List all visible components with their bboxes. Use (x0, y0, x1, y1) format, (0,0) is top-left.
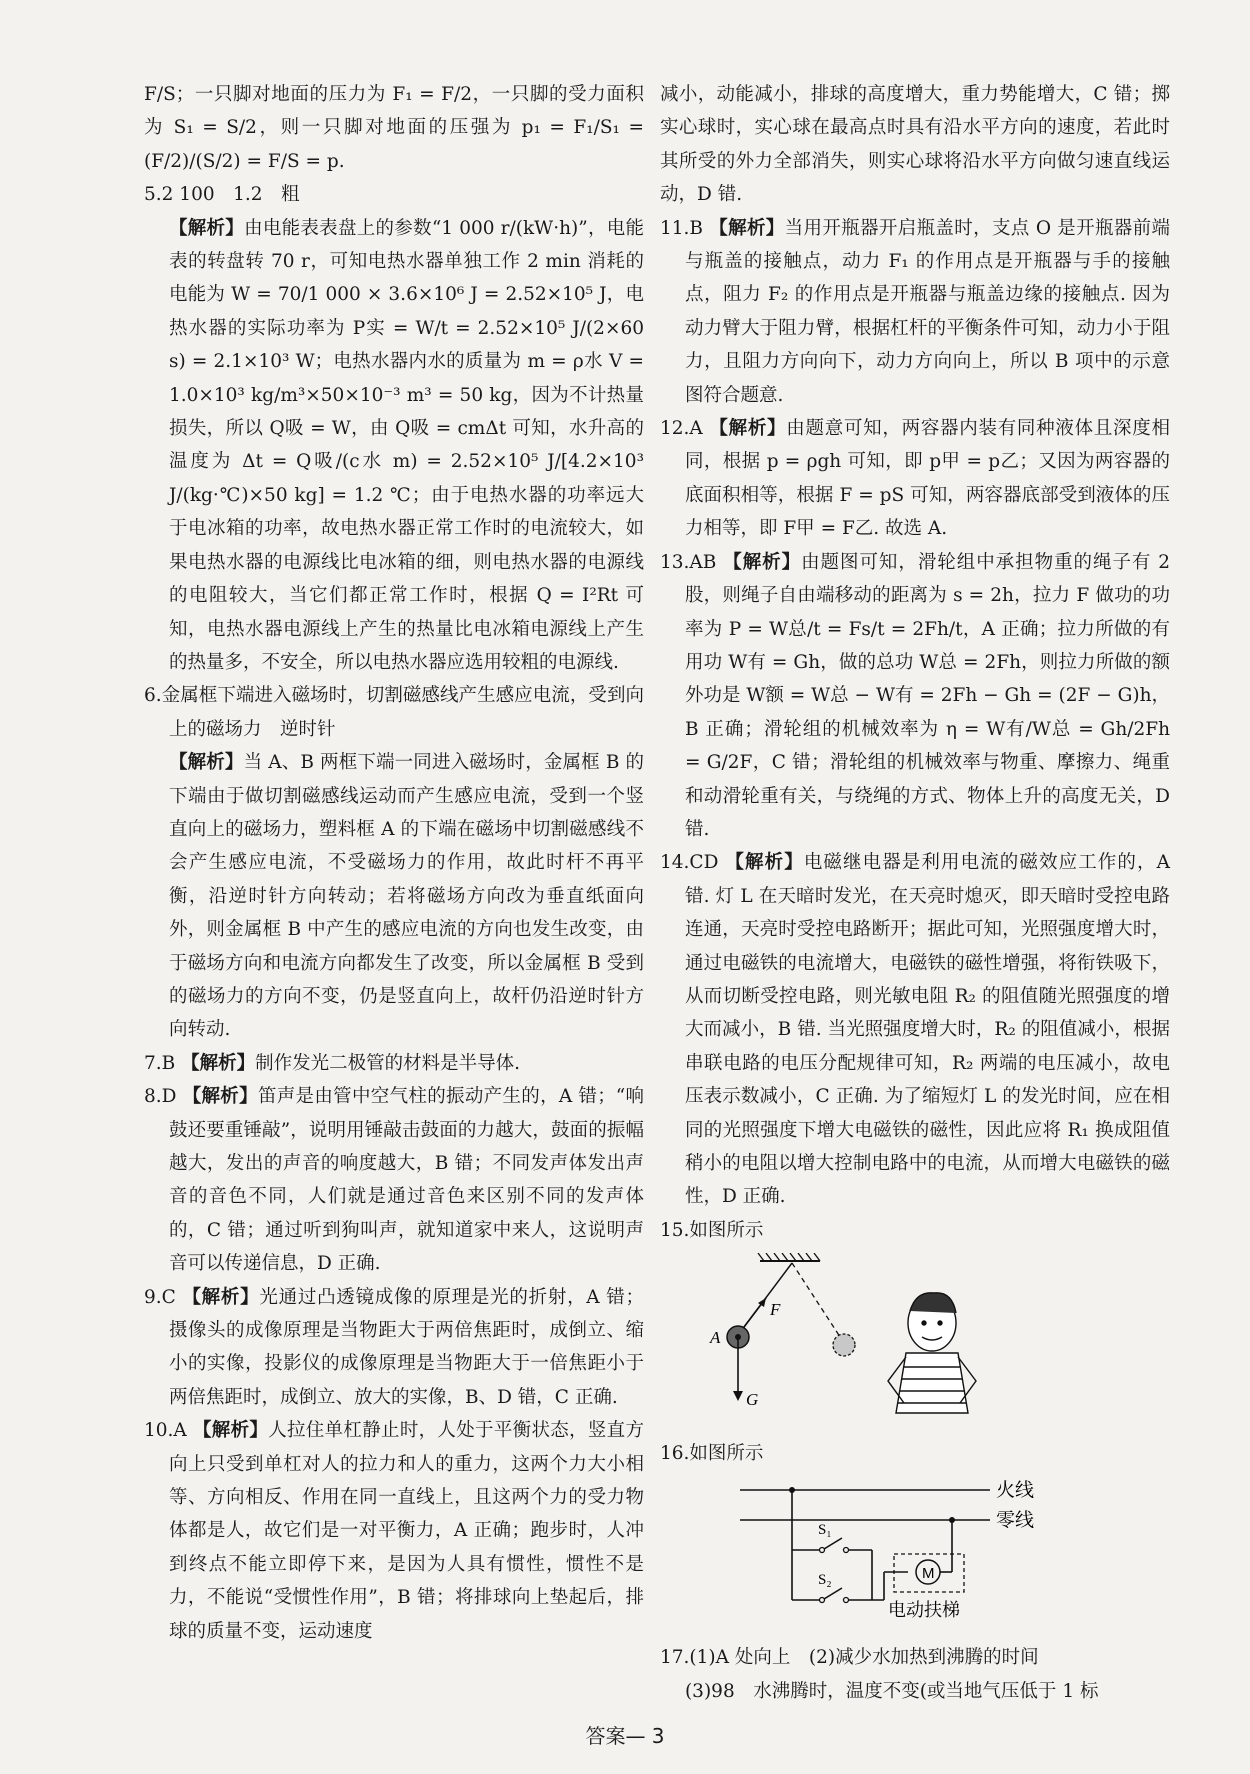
q8-analysis-text: 笛声是由管中空气柱的振动产生的，A 错；“响鼓还要重锤敲”，说明用锤敲击鼓面的力越大，鼓面的振幅越大，发出的声音的响度越大，B 错；不同发声体发出声音的音色不同，人们就是通过音色来区别不同的发声体的，C 错；通过听到狗叫声，就知道家中来人，这说明声音可以传递信息，D 正确. (168, 1086, 645, 1275)
q15-answer: 15.如图所示 (660, 1219, 764, 1241)
q16-answer: 16.如图所示 (660, 1442, 764, 1464)
ghost-ball (833, 1334, 855, 1356)
q13-answer (660, 546, 1170, 847)
q11-answer (660, 212, 1170, 412)
s1-contact (844, 1548, 849, 1553)
q7-head: 7.B (144, 1052, 176, 1074)
q14-answer (660, 846, 1170, 1213)
q14-head: 14.CD (660, 852, 719, 874)
q11-analysis-text: 当用开瓶器开启瓶盖时，支点 O 是开瓶器前端与瓶盖的接触点，动力 F₁ 的作用点是开瓶器与手的接触点，阻力 F₂ 的作用点是开瓶器与瓶盖边缘的接触点. 因为动力臂大于阻力臂，根据杠杆的平衡条件可知，动力小于阻力，且阻力方向向下，动力方向向上，所以 B 项中的示意图符合题意. (684, 217, 1170, 406)
q5-analysis (144, 212, 644, 680)
s2-contact (844, 1598, 849, 1603)
q6-head: 6.金属框下端进入磁场时，切割磁感线产生感应电流，受到向上的磁场力 逆时针 (144, 685, 644, 740)
q5-head: 5.2 100 1.2 粗 (144, 184, 300, 206)
analysis-tag: 【解析】 (709, 217, 785, 239)
q10-continuation: 减小，动能减小，排球的高度增大，重力势能增大，C 错；掷实心球时，实心球在最高点时具有沿水平方向的速度，若此时其所受的外力全部消失，则实心球将沿水平方向做匀速直线运动，D 错. (660, 84, 1170, 206)
q7-analysis-text: 制作发光二极管的材料是半导体. (255, 1052, 521, 1074)
q17-answer-line2: (3)98 水沸腾时，温度不变(或当地气压低于 1 标 (684, 1680, 1099, 1702)
q12-answer (660, 412, 1170, 546)
analysis-tag: 【解析】 (725, 852, 804, 874)
label-g: G (746, 1390, 759, 1410)
q14-analysis-text: 电磁继电器是利用电流的磁效应工作的，A 错. 灯 L 在天暗时发光，在天亮时熄灭，即天暗时受控电路连通，天亮时受控电路断开；据此可知，光照强度增大时，通过电磁铁的电流增大，电磁铁的磁性增强，将衔铁吸下，从而切断受控电路，则光敏电阻 R₂ 的阻值随光照强度的增大而减小，B 错. 当光照强度增大时，R₂ 的阻值减小，根据串联电路的电压分配规律可知，R₂ 两端的电压减小，故电压表示数减小，C 正确. 为了缩短灯 L 的发光时间，应在相同的光照强度下增大电磁铁的磁性，因此应将 R₁ 换成阻值稍小的电阻以增大控制电路中的电流，从而增大电磁铁的磁性，D 正确. (684, 852, 1170, 1208)
neutral-wire-label: 零线 (996, 1509, 1035, 1532)
q9-analysis-text: 光通过凸透镜成像的原理是光的折射，A 错；摄像头的成像原理是当物距大于两倍焦距时，成倒立、缩小的实像，投影仪的成像原理是当物距大于一倍焦距小于两倍焦距时，成倒立、放大的实像，B、D 错，C 正确. (168, 1286, 644, 1408)
escalator-label: 电动扶梯 (888, 1600, 960, 1622)
figure-15-pendulum (660, 1253, 1170, 1432)
analysis-tag: 【解析】 (192, 1420, 269, 1442)
q10-analysis-text: 人拉住单杠静止时，人处于平衡状态，竖直方向上只受到单杠对人的拉力和人的重力，这两个力大小相等、方向相反、作用在同一直线上，且这两个力的受力物体都是人，故它们是一对平衡力，A 正确；跑步时，人冲到终点不能立即停下来，是因为人具有惯性，惯性不是力，不能说“受惯性作用”，B 错；将排球向上垫起后，排球的质量不变，运动速度 (168, 1420, 644, 1642)
q7-answer (144, 1047, 644, 1080)
q8-head: 8.D (144, 1086, 177, 1108)
q6-answer (144, 679, 644, 746)
analysis-tag: 【解析】 (182, 1086, 258, 1108)
analysis-tag: 【解析】 (723, 551, 802, 573)
q8-answer (144, 1080, 644, 1280)
q13-head: 13.AB (660, 551, 717, 573)
figure-16-circuit (660, 1476, 1170, 1637)
gravity-arrowhead (733, 1391, 743, 1401)
q10-head: 10.A (144, 1420, 187, 1442)
analysis-tag: 【解析】 (709, 418, 787, 440)
q4-continuation: F/S；一只脚对地面的压力为 F₁ = F/2，一只脚的受力面积为 S₁ = S/2，则一只脚对地面的压强为 p₁ = F₁/S₁ = (F/2)/(S/2) = F/S = p. (144, 84, 644, 172)
q12-head: 12.A (660, 418, 703, 440)
q17-answer-line1: 17.(1)A 处向上 (2)减少水加热到沸腾的时间 (660, 1647, 1039, 1669)
s2-switch-blade (824, 1588, 842, 1599)
q11-head: 11.B (660, 217, 704, 239)
circuit-diagram (660, 1476, 1080, 1626)
label-f: F (770, 1300, 781, 1320)
q9-answer (144, 1281, 644, 1415)
q5-analysis-text: 由电能表表盘上的参数“1 000 r/(kW·h)”，电能表的转盘转 70 r，可知电热水器单独工作 2 min 消耗的电能为 W = 70/1 000 × 3.6×10⁶ J = 2.52×10⁵ J，电热水器的实际功率为 P实 = W/t = 2.52×10⁵ J/(2×60 s) = 2.1×10³ W；电热水器内水的质量为 m = ρ水 V = 1.0×10³ kg/m³×50×10⁻³ m³ = 50 kg，因为不计热量损失，所以 Q吸 = W，由 Q吸 = cmΔt 可知，水升高的温度为 Δt = Q吸/(c水 m) = 2.52×10⁵ J/[4.2×10³ J/(kg·℃)×50 kg] = 1.2 ℃；由于电热水器的功率远大于电冰箱的功率，故电热水器正常工作时的电流较大，如果电热水器的电源线比电冰箱的细，则电热水器的电源线的电阻较大，当它们都正常工作时，根据 Q = I²Rt 可知，电热水器电源线上产生的热量比电冰箱电源线上产生的热量多，不安全，所以电热水器应选用较粗的电源线. (168, 217, 644, 673)
page-footer: 答案— 3 (585, 1724, 665, 1748)
q9-head: 9.C (144, 1286, 176, 1308)
analysis-tag: 【解析】 (182, 1286, 260, 1308)
boy-figure (888, 1293, 976, 1413)
q6-analysis-text: 当 A、B 两框下端一同进入磁场时，金属框 B 的下端由于做切割磁感线运动而产生感应电流，受到一个竖直向上的磁场力，塑料框 A 的下端在磁场中切割磁感线不会产生感应电流，不受磁场力的作用，故此时杆不再平衡，沿逆时针方向转动；若将磁场方向改为垂直纸面向外，则金属框 B 中产生的感应电流的方向也发生改变，由于磁场方向和电流方向都发生了改变，所以金属框 B 受到的磁场力的方向不变，仍是竖直向上，故杆仍沿逆时针方向转动. (168, 752, 644, 1041)
analysis-tag: 【解析】 (181, 1052, 256, 1074)
s1-label: S₁ (818, 1522, 832, 1539)
motor-label: M (922, 1565, 935, 1583)
right-column (660, 78, 1170, 1708)
pendulum-diagram (660, 1253, 1060, 1421)
s2-label: S₂ (818, 1572, 832, 1589)
analysis-tag: 【解析】 (168, 217, 245, 239)
q5-answer (144, 178, 644, 211)
dashed-string (792, 1263, 844, 1343)
fire-wire-label: 火线 (996, 1479, 1035, 1502)
analysis-tag: 【解析】 (168, 752, 244, 774)
left-column (144, 78, 644, 1648)
s1-switch-blade (824, 1538, 842, 1549)
ceiling-hatch (758, 1253, 820, 1261)
q12-analysis-text: 由题意可知，两容器内装有同种液体且深度相同，根据 p = ρgh 可知，即 p甲 = p乙；又因为两容器的底面积相等，根据 F = pS 可知，两容器底部受到液体的压力相等，即 F甲 = F乙. 故选 A. (684, 418, 1170, 540)
label-a: A (710, 1328, 721, 1348)
q6-analysis (144, 746, 644, 1047)
q13-analysis-text: 由题图可知，滑轮组中承担物重的绳子有 2 股，则绳子自由端移动的距离为 s = 2h，拉力 F 做功的功率为 P = W总/t = Fs/t = 2Fh/t，A 正确；拉力所做的有用功 W有 = Gh，做的总功 W总 = 2Fh，则拉力所做的额外功是 W额 = W总 − W有 = 2Fh − Gh = (2F − G)h，B 正确；滑轮组的机械效率为 η = W有/W总 = Gh/2Fh = G/2F，C 错；滑轮组的机械效率与物重、摩擦力、绳重和动滑轮重有关，与绕绳的方式、物体上升的高度无关，D 错. (684, 551, 1170, 840)
q10-answer (144, 1414, 644, 1648)
